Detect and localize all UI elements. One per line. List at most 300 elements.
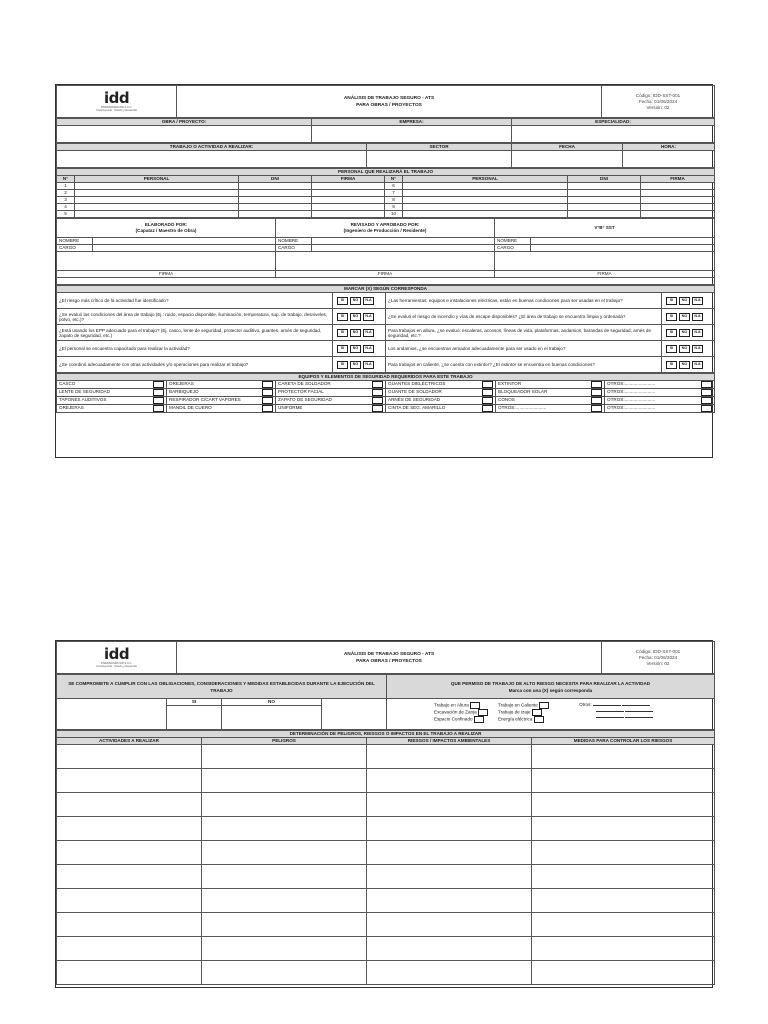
company-logo [57,642,177,674]
medida-field[interactable] [532,817,715,841]
medida-field[interactable] [532,793,715,817]
permit-subtitle: Marca con una (X) según corresponda [508,687,593,693]
firma-field[interactable] [641,190,715,197]
actividad-field[interactable] [57,841,202,865]
epp-label: RESPIRADOR C/CART VAPORES [169,397,241,402]
epp-checkbox[interactable] [482,381,493,388]
col-firma: FIRMA [312,176,385,183]
riesgo-field[interactable] [367,961,532,985]
company-logo [57,86,177,118]
otros-line[interactable] [596,717,624,718]
checklist-table [56,285,715,373]
document-code: Código: IDD-SST-001 [635,648,681,654]
epp-label: GUANTE DE SOLDADOR [388,389,442,394]
hazard-row [57,913,715,937]
question-text: ¿Las herramientas, equipos e instalaciones eléctricas, están en buenas condiciones para ser usadas en el trabajo? [386,293,662,309]
permit-checkbox[interactable] [532,709,542,716]
otros-line[interactable] [593,705,621,706]
epp-label: OTROS:........................ [607,405,656,410]
epp-label: CASCO [59,381,76,386]
signatures-table [56,218,715,285]
firma-field[interactable] [641,183,715,190]
permit-checkbox[interactable] [474,716,484,723]
epp-checkbox[interactable] [372,397,383,404]
epp-item [605,381,715,389]
epp-title: EQUIPOS Y ELEMENTOS DE SEGURIDAD REQUERIDOS PARA ESTE TRABAJO [57,374,715,381]
epp-label: EXTINTOR [498,381,522,386]
epp-checkbox[interactable] [153,381,164,388]
col-dni: DNI [239,176,312,183]
header-table-2 [56,641,715,674]
peligro-field[interactable] [202,841,367,865]
vb-signature-area[interactable] [495,252,715,271]
question-text: ¿El riesgo más crítico de la actividad fue identificado? [57,293,333,309]
personal-name-field[interactable] [75,204,239,211]
cargo-label: CARGO [495,245,531,252]
firma-field[interactable] [641,197,715,204]
permit-option[interactable] [434,709,488,716]
epp-checkbox[interactable] [262,405,273,412]
hazard-row [57,841,715,865]
no-option[interactable]: NO [350,297,361,305]
question-text: Los andamios, ¿se encuentran armados adecuadamente para ser usado en el trabajo? [386,341,662,357]
personal-name-field[interactable] [403,197,568,204]
answer-options [662,357,715,373]
epp-label: ZAPATO DE SEGURIDAD [278,397,332,402]
otros-label: Otros: [579,702,592,707]
col-actividades: ACTIVIDADES A REALIZAR [57,738,202,745]
revisado-subtitle: (Ingeniero de Producción / Residente) [343,228,427,233]
activity-info-table [56,143,715,168]
col-dni-right: DNI [568,176,641,183]
epp-checkbox[interactable] [701,381,712,388]
epp-checkbox[interactable] [701,389,712,396]
row-number: 7 [385,190,403,197]
epp-checkbox[interactable] [591,381,602,388]
epp-item [496,381,605,389]
checklist-row [57,309,715,325]
revisado-title: REVISADO Y APROBADO POR: [350,222,420,227]
si-label: SI [167,699,222,706]
epp-row [57,405,715,413]
answer-options [662,293,715,309]
actividad-field[interactable] [57,793,202,817]
epp-label: TAPONES AUDITIVOS [59,397,107,402]
peligro-field[interactable] [202,937,367,961]
no-option[interactable]: NO [679,329,690,337]
firma-field[interactable] [312,190,385,197]
si-option[interactable]: SI [666,313,677,321]
logo-subtitle: INVERSIONES IDD S.A.C. [100,662,133,665]
firma-field[interactable] [641,204,715,211]
riesgo-field[interactable] [367,913,532,937]
epp-item [57,381,167,389]
sector-field[interactable] [367,151,512,168]
epp-row [57,389,715,397]
hazards-table [56,730,715,985]
question-text: Para trabajos en altura, ¿se evaluó: escaleras, accesos, líneas de vida, plataformas, andamios, barandas de seguridad, arnés de seguridad, etc.? [386,325,662,341]
na-option[interactable]: N.A [692,329,703,337]
spacer-row [57,278,715,285]
epp-item [605,405,715,413]
personal-name-field[interactable] [403,204,568,211]
peligro-field[interactable] [202,817,367,841]
actividad-field[interactable] [57,961,202,985]
row-number: 6 [385,183,403,190]
epp-checkbox[interactable] [701,397,712,404]
permit-checkbox[interactable] [478,709,488,716]
nombre-label: NOMBRE [495,238,531,245]
dni-field[interactable] [568,190,641,197]
no-option[interactable]: NO [350,329,361,337]
answer-options [333,357,386,373]
epp-label: BLOQUEADOR SOLAR [498,389,548,394]
document-title [177,86,602,118]
personal-table [56,168,715,218]
medida-field[interactable] [532,961,715,985]
revisado-nombre-field[interactable] [312,238,495,245]
peligro-field[interactable] [202,961,367,985]
row-number: 9 [385,204,403,211]
permit-option[interactable] [434,702,488,709]
permit-label: Trabajo de izaje [497,709,531,715]
personal-row [57,211,715,218]
answer-options [662,341,715,357]
epp-item [386,389,496,397]
personal-name-field[interactable] [75,183,239,190]
epp-checkbox[interactable] [153,397,164,404]
answer-options [333,325,386,341]
otros-line[interactable] [625,711,653,712]
question-text: ¿Se evaluó el riesgo de incendio y vías de escape disponibles? ¿El área de trabajo se encuentra limpia y ordenada? [386,309,662,325]
actividad-field[interactable] [57,865,202,889]
personal-name-field[interactable] [75,190,239,197]
nombre-label: NOMBRE [57,238,93,245]
no-option[interactable]: NO [679,297,690,305]
actividad-field[interactable] [57,937,202,961]
dni-field[interactable] [568,204,641,211]
epp-checkbox[interactable] [372,389,383,396]
riesgo-field[interactable] [367,817,532,841]
epp-label: CINTA DE SEG. AMARILLO [388,405,446,410]
dni-field[interactable] [568,211,641,218]
epp-item [167,405,276,413]
epp-item [276,389,386,397]
question-text: Para trabajos en caliente, ¿se cuenta con extintor? ¿El extintor se encuentra en buenas condiciones? [386,357,662,373]
na-option[interactable]: N.A [363,329,374,337]
document-date: Fecha: 01/06/2024 [638,98,678,104]
project-info-table [56,118,715,143]
otros-line[interactable] [596,711,624,712]
personal-name-field[interactable] [403,211,568,218]
col-n: N° [57,176,75,183]
epp-checkbox[interactable] [482,389,493,396]
epp-checkbox[interactable] [482,397,493,404]
actividad-field[interactable] [57,745,202,769]
medida-field[interactable] [532,745,715,769]
epp-item [496,397,605,405]
si-option[interactable]: SI [666,361,677,369]
epp-label: OTROS:........................ [607,381,656,386]
dni-field[interactable] [239,204,312,211]
personal-row [57,183,715,190]
vb-cargo-field[interactable] [531,245,715,252]
vb-nombre-field[interactable] [531,238,715,245]
personal-name-field[interactable] [75,211,239,218]
permit-option[interactable] [498,716,549,723]
actividad-field[interactable] [57,913,202,937]
revisado-cargo-field[interactable] [312,245,495,252]
hora-field[interactable] [623,151,715,168]
dni-field[interactable] [568,197,641,204]
permit-option[interactable] [434,716,488,723]
epp-item [276,397,386,405]
col-riesgos: RIESGOS / IMPACTOS AMBIENTALES [367,738,532,745]
row-number: 5 [57,211,75,218]
logo-tagline: Construyendo · Diseño y Desarrollo [95,665,138,668]
riesgo-field[interactable] [367,889,532,913]
na-option[interactable]: N.A [363,361,374,369]
actividad-field[interactable] [57,769,202,793]
na-option[interactable]: N.A [363,297,374,305]
epp-label: OREJERAS [169,381,194,386]
no-option[interactable]: NO [679,345,690,353]
document-code-block [602,86,715,118]
epp-checkbox[interactable] [591,389,602,396]
hazard-row [57,961,715,985]
peligro-field[interactable] [202,913,367,937]
otros-line[interactable] [622,705,650,706]
question-text: ¿Está usando los EPP adecuado para el trabajo? (Ej. casco, lente de seguridad, protector auditivo, guantes, arnés de seguridad, zapato de seguridad, etc.) [57,325,333,341]
epp-checkbox[interactable] [591,405,602,412]
medida-field[interactable] [532,913,715,937]
elaborado-signature-area[interactable] [57,252,276,271]
cargo-label: CARGO [276,245,312,252]
vb-sst-header: V°B° SST [495,219,715,238]
logo-text: idd [103,89,130,107]
peligro-field[interactable] [202,889,367,913]
riesgo-field[interactable] [367,745,532,769]
medida-field[interactable] [532,769,715,793]
fecha-label: FECHA [512,144,623,151]
si-option[interactable]: SI [337,345,348,353]
peligro-field[interactable] [202,865,367,889]
na-option[interactable]: N.A [363,345,374,353]
permit-title: QUE PERMISO DE TRABAJO DE ALTO RIESGO NECESITA PARA REALIZAR LA ACTIVIDAD [450,680,651,686]
no-checkbox-cell[interactable] [222,706,322,730]
question-text: ¿Se evaluó las condiciones del área de trabajo (Ej.: ruido, espacio disponible, iluminación, temperatura, sup. de trabajo, desniveles, polvo, etc.)? [57,309,333,325]
epp-checkbox[interactable] [153,405,164,412]
hora-label: HORA: [623,144,715,151]
trabajo-field[interactable] [57,151,367,168]
otros-line[interactable] [625,717,653,718]
epp-table [56,373,715,413]
elaborado-cargo-field[interactable] [93,245,276,252]
permit-checkbox[interactable] [470,702,480,709]
na-option[interactable]: N.A [692,345,703,353]
epp-label: LENTE DE SEGURIDAD [59,389,111,394]
row-number: 4 [57,204,75,211]
title-line-1: ANÁLISIS DE TRABAJO SEGURO - ATS [343,95,435,101]
no-option[interactable]: NO [350,313,361,321]
marcar-title: MARCAR (X) SEGÚN CORRESPONDA [57,286,715,293]
si-option[interactable]: SI [337,361,348,369]
epp-item [496,389,605,397]
si-option[interactable]: SI [337,313,348,321]
peligro-field[interactable] [202,769,367,793]
si-option[interactable]: SI [337,329,348,337]
header-table [56,85,715,118]
hazard-row [57,769,715,793]
sector-label: SECTOR [367,144,512,151]
checklist-row [57,357,715,373]
epp-item [276,381,386,389]
no-option[interactable]: NO [679,361,690,369]
epp-item [605,389,715,397]
personal-name-field[interactable] [75,197,239,204]
firma-field[interactable] [312,211,385,218]
cargo-label: CARGO [57,245,93,252]
checklist-row [57,341,715,357]
dni-field[interactable] [239,183,312,190]
epp-checkbox[interactable] [262,389,273,396]
firma-field[interactable] [312,197,385,204]
epp-label: OTROS:........................ [607,397,656,402]
si-option[interactable]: SI [666,345,677,353]
no-option[interactable]: NO [679,313,690,321]
riesgo-field[interactable] [367,865,532,889]
epp-item [57,397,167,405]
dni-field[interactable] [239,197,312,204]
na-option[interactable]: N.A [692,313,703,321]
si-option[interactable]: SI [666,297,677,305]
col-personal-right: PERSONAL [403,176,568,183]
actividad-field[interactable] [57,817,202,841]
riesgo-field[interactable] [367,937,532,961]
dni-field[interactable] [239,190,312,197]
permit-option[interactable] [498,709,549,716]
especialidad-field[interactable] [512,126,715,143]
question-text: ¿El personal se encuentra capacitado para realizar la actividad? [57,341,333,357]
epp-item [167,397,276,405]
riesgo-field[interactable] [367,841,532,865]
obra-field[interactable] [57,126,312,143]
firma-label: FIRMA [276,271,495,278]
no-option[interactable]: NO [350,361,361,369]
si-option[interactable]: SI [337,297,348,305]
epp-checkbox[interactable] [262,381,273,388]
title-line-2: PARA OBRAS / PROYECTOS [356,658,422,664]
fecha-field[interactable] [512,151,623,168]
peligro-field[interactable] [202,793,367,817]
medida-field[interactable] [532,889,715,913]
firma-field[interactable] [312,183,385,190]
permit-label: Energía eléctrica [497,716,533,722]
permit-checkbox[interactable] [539,702,549,709]
commitment-text: SE COMPROMETE A CUMPLIR CON LAS OBLIGACIONES, CONSIDERACIONES Y MEDIDAS ESTABLECIDAS DURANTE LA EJECUCIÓN DEL TRABAJO [57,675,387,699]
epp-row [57,397,715,405]
firma-field[interactable] [641,211,715,218]
na-option[interactable]: N.A [692,361,703,369]
empresa-field[interactable] [312,126,512,143]
permit-checkbox[interactable] [534,716,544,723]
riesgo-field[interactable] [367,769,532,793]
si-checkbox-cell[interactable] [167,706,222,730]
riesgo-field[interactable] [367,793,532,817]
epp-checkbox[interactable] [482,405,493,412]
epp-checkbox[interactable] [153,389,164,396]
epp-item [57,405,167,413]
epp-checkbox[interactable] [591,397,602,404]
logo-text: idd [103,645,130,663]
answer-options [333,341,386,357]
spacer-cell [322,699,387,730]
document-date: Fecha: 01/06/2024 [638,654,678,660]
personal-row [57,204,715,211]
peligro-field[interactable] [202,745,367,769]
epp-label: OREJERAS [59,405,84,410]
ats-form-page-1 [55,84,713,458]
si-option[interactable]: SI [666,329,677,337]
actividad-field[interactable] [57,889,202,913]
answer-options [662,325,715,341]
permits-area [387,699,715,730]
firma-field[interactable] [312,204,385,211]
dni-field[interactable] [239,211,312,218]
hazard-row [57,793,715,817]
medida-field[interactable] [532,865,715,889]
epp-item [386,405,496,413]
row-number: 8 [385,197,403,204]
revisado-signature-area[interactable] [276,252,495,271]
epp-checkbox[interactable] [262,397,273,404]
otros-field[interactable] [579,714,653,720]
hazard-row [57,865,715,889]
ats-form-page-2 [55,640,713,988]
no-option[interactable]: NO [350,345,361,353]
epp-item [386,397,496,405]
permit-option[interactable] [498,702,549,709]
personal-name-field[interactable] [403,190,568,197]
permit-label: Espacio Confinado [434,716,473,722]
epp-checkbox[interactable] [701,405,712,412]
epp-row [57,381,715,389]
spacer-cell [57,699,167,730]
question-text: ¿Se coordinó adecuadamente con otras actividades y/o operaciones para realizar el trabajo? [57,357,333,373]
epp-label: CARETA DE SOLDADOR [278,381,331,386]
na-option[interactable]: N.A [692,297,703,305]
medida-field[interactable] [532,841,715,865]
personal-title: PERSONAL QUE REALIZARÁ EL TRABAJO [57,169,715,176]
epp-label: OTROS:........................ [498,405,547,410]
na-option[interactable]: N.A [363,313,374,321]
elaborado-nombre-field[interactable] [93,238,276,245]
col-peligros: PELIGROS [202,738,367,745]
hazard-row [57,889,715,913]
row-number: 10 [385,211,403,218]
row-number: 3 [57,197,75,204]
epp-checkbox[interactable] [372,405,383,412]
epp-label: PROTECTOR FACIAL [278,389,324,394]
col-n-right: N° [385,176,403,183]
dni-field[interactable] [568,183,641,190]
epp-checkbox[interactable] [372,381,383,388]
medida-field[interactable] [532,937,715,961]
personal-name-field[interactable] [403,183,568,190]
epp-item [57,389,167,397]
answer-options [662,309,715,325]
hazard-row [57,745,715,769]
